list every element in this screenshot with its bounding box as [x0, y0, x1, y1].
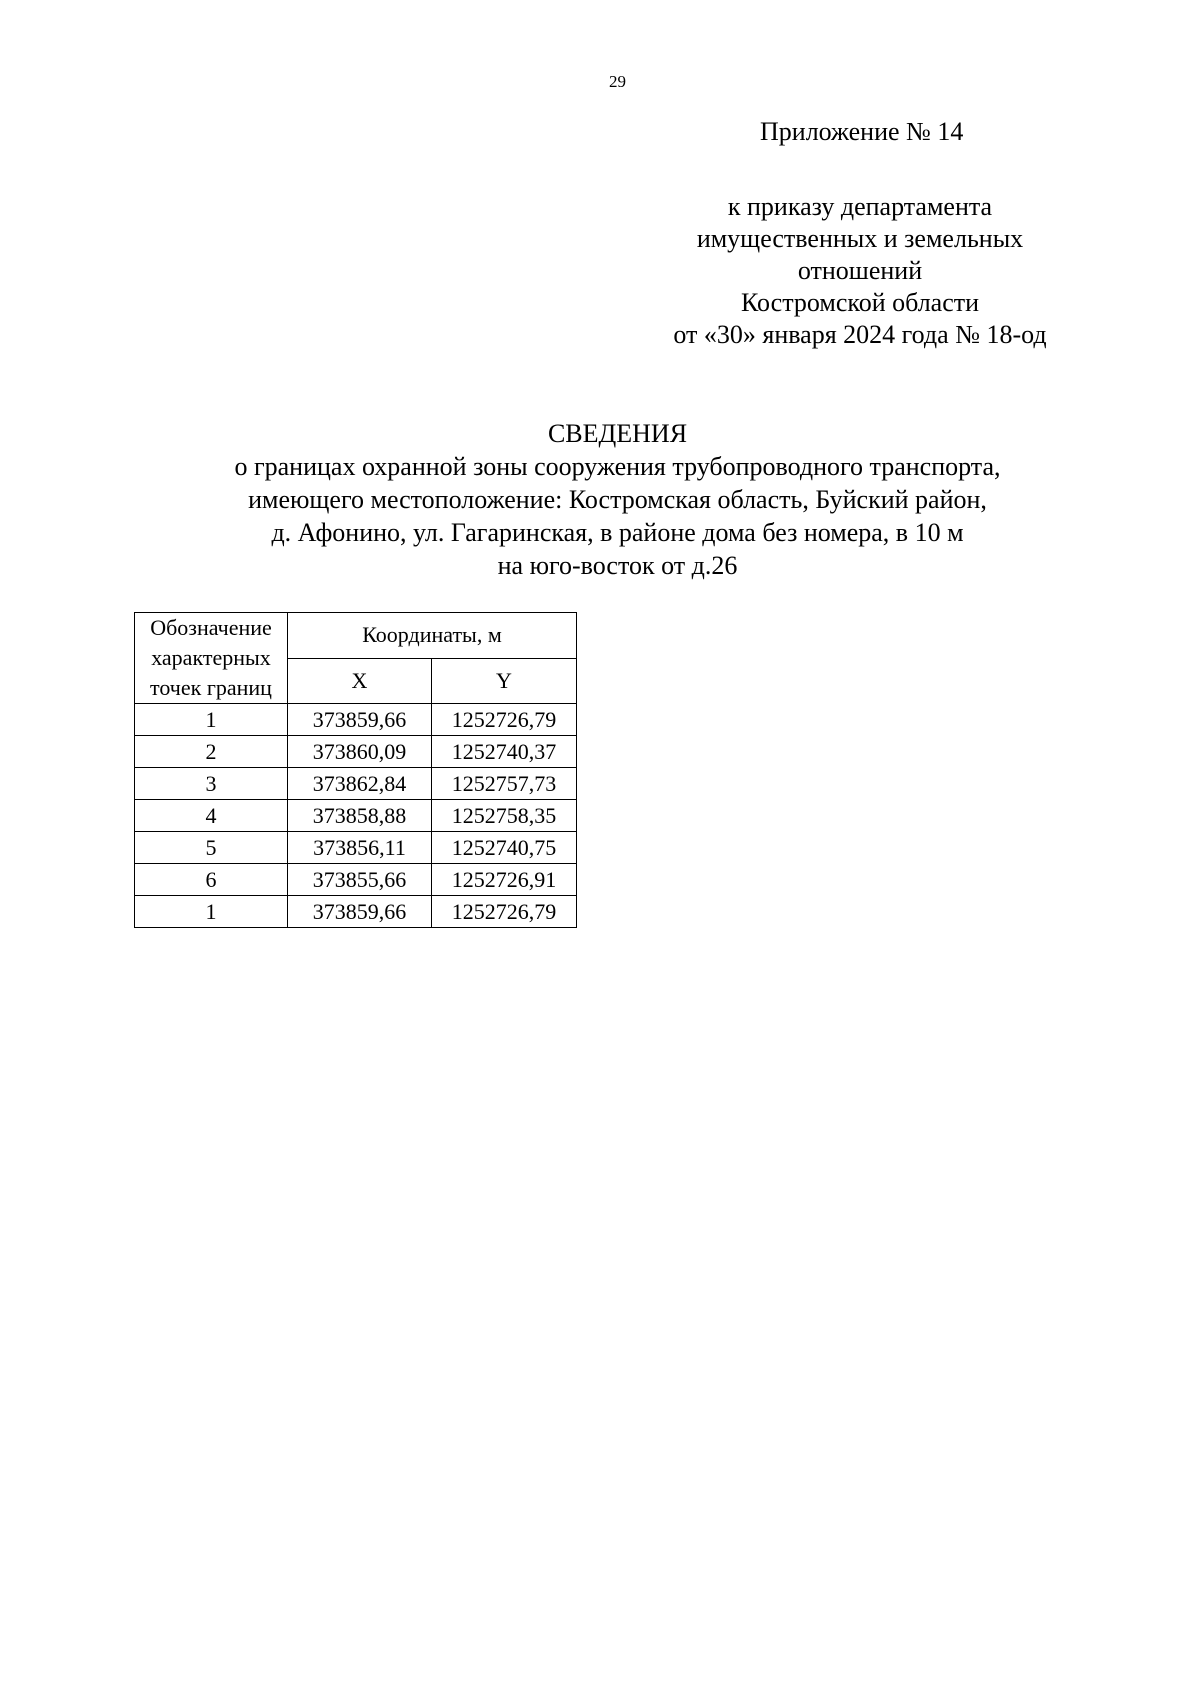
y-cell: 1252758,35 [432, 800, 577, 832]
y-header: Y [432, 658, 577, 704]
point-header-line: Обозначение [150, 615, 272, 640]
point-header-line: характерных [151, 645, 271, 670]
appendix-line: имущественных и земельных [696, 224, 1024, 253]
x-cell: 373855,66 [288, 864, 432, 896]
point-cell: 2 [135, 736, 288, 768]
heading-line: имеющего местоположение: Костромская область, Буйский район, [248, 485, 987, 514]
appendix-title: Приложение № 14 [760, 117, 964, 146]
x-cell: 373860,09 [288, 736, 432, 768]
point-cell: 3 [135, 768, 288, 800]
table-row [135, 704, 577, 736]
x-cell: 373856,11 [288, 832, 432, 864]
y-cell: 1252726,79 [432, 704, 577, 736]
coordinates-table [134, 612, 577, 928]
x-header: X [288, 658, 432, 704]
y-cell: 1252757,73 [432, 768, 577, 800]
y-cell: 1252726,91 [432, 864, 577, 896]
heading-line: о границах охранной зоны сооружения трубопроводного транспорта, [234, 452, 1001, 481]
coordinates-header: Координаты, м [288, 613, 577, 659]
point-header [135, 613, 288, 704]
point-cell: 4 [135, 800, 288, 832]
heading-title: СВЕДЕНИЯ [547, 419, 688, 448]
x-cell: 373859,66 [288, 896, 432, 928]
y-cell: 1252726,79 [432, 896, 577, 928]
point-cell: 1 [135, 704, 288, 736]
appendix-line: к приказу департамента [727, 192, 993, 221]
point-cell: 1 [135, 896, 288, 928]
x-cell: 373858,88 [288, 800, 432, 832]
heading-line: на юго-восток от д.26 [497, 551, 738, 580]
point-header-line: точек границ [150, 675, 272, 700]
table-header-row [135, 613, 577, 659]
point-cell: 6 [135, 864, 288, 896]
table-row [135, 832, 577, 864]
table-row [135, 736, 577, 768]
y-cell: 1252740,37 [432, 736, 577, 768]
y-cell: 1252740,75 [432, 832, 577, 864]
x-cell: 373859,66 [288, 704, 432, 736]
page-number: 29 [609, 72, 626, 91]
point-cell: 5 [135, 832, 288, 864]
table-row [135, 896, 577, 928]
appendix-line: от «30» января 2024 года № 18-од [673, 320, 1047, 349]
heading-line: д. Афонино, ул. Гагаринская, в районе дома без номера, в 10 м [271, 518, 964, 547]
x-cell: 373862,84 [288, 768, 432, 800]
table-row [135, 800, 577, 832]
appendix-line: отношений [797, 256, 923, 285]
appendix-reference [640, 191, 1080, 351]
table-row [135, 768, 577, 800]
document-heading [0, 417, 1200, 582]
table-row [135, 864, 577, 896]
appendix-line: Костромской области [740, 288, 980, 317]
